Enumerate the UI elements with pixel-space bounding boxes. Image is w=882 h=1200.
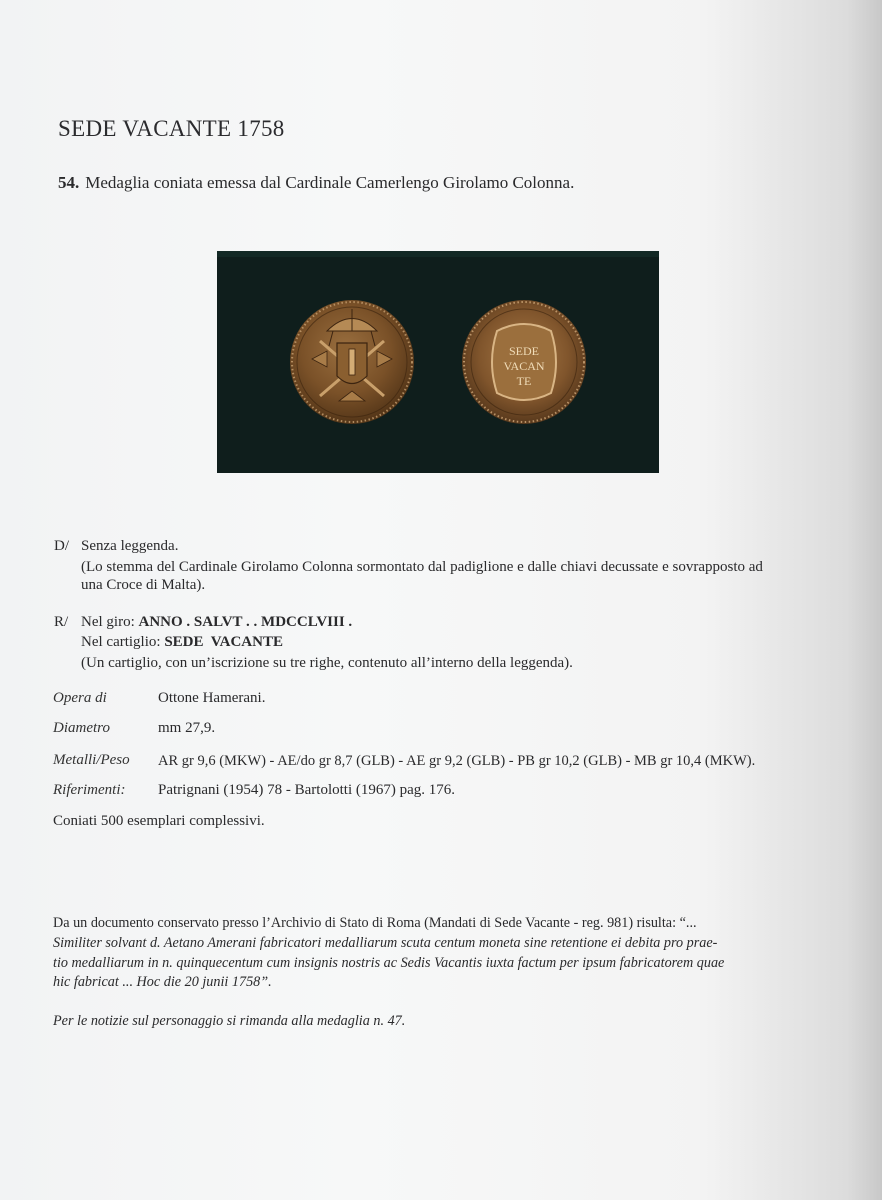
reference-note: Per le notizie sul personaggio si rimanda alla medaglia n. 47. xyxy=(53,1013,406,1029)
field-value-metalli: AR gr 9,6 (MKW) - AE/do gr 8,7 (GLB) - AE gr 9,2 (GLB) - PB gr 10,2 (GLB) - MB gr 10,4 (MKW). xyxy=(158,753,756,769)
document-line-3: tio medalliarum in n. quinquecentum cum insignis nostris ac Sedis Vacantis iuxta factum per ipsum fabricatorem quae xyxy=(53,955,725,971)
item-heading xyxy=(58,173,574,193)
giro-label: Nel giro: xyxy=(81,614,135,630)
medal-reverse xyxy=(462,300,586,424)
item-number: 54. xyxy=(58,173,80,192)
coniati-note: Coniati 500 esemplari complessivi. xyxy=(53,813,265,829)
reverse-cartiglio xyxy=(81,634,283,651)
medal-photo-svg xyxy=(217,251,659,473)
page-title: SEDE VACANTE 1758 xyxy=(58,116,285,141)
medal-obverse xyxy=(290,300,414,424)
field-value-opera: Ottone Hamerani. xyxy=(158,690,266,706)
obverse-line-3: una Croce di Malta). xyxy=(81,577,206,593)
cartiglio-label: Nel cartiglio: xyxy=(81,634,161,650)
reverse-text-2: VACAN xyxy=(503,359,545,373)
item-title: Medaglia coniata emessa dal Cardinale Camerlengo Girolamo Colonna. xyxy=(85,173,575,192)
reverse-text-1: SEDE xyxy=(509,344,539,358)
reverse-marker: R/ xyxy=(54,614,69,630)
field-value-riferimenti: Patrignani (1954) 78 - Bartolotti (1967) pag. 176. xyxy=(158,782,456,798)
field-label-metalli: Metalli/Peso xyxy=(53,752,130,768)
giro-value: ANNO . SALVT . . MDCCLVIII . xyxy=(138,614,353,630)
field-label-diametro: Diametro xyxy=(53,720,110,736)
reverse-giro xyxy=(81,614,352,631)
document-line-2: Similiter solvant d. Aetano Amerani fabricatori medalliarum scuta centum moneta sine retentione ei debita pro prae- xyxy=(53,935,718,951)
obverse-marker: D/ xyxy=(54,538,69,554)
field-label-riferimenti: Riferimenti: xyxy=(53,782,126,798)
reverse-text-3: TE xyxy=(516,374,532,388)
obverse-line-2: (Lo stemma del Cardinale Girolamo Colonna sormontato dal padiglione e dalle chiavi decussate e sovrapposto ad xyxy=(81,559,763,575)
field-value-diametro: mm 27,9. xyxy=(158,720,216,736)
medal-photo xyxy=(217,251,659,473)
document-line-1: Da un documento conservato presso l’Archivio di Stato di Roma (Mandati di Sede Vacante - reg. 981) risulta: “... xyxy=(53,915,697,931)
obverse-line-1: Senza leggenda. xyxy=(81,538,179,554)
cartiglio-value: SEDE VACANTE xyxy=(164,634,283,650)
document-line-4: hic fabricat ... Hoc die 20 junii 1758”. xyxy=(53,974,272,990)
field-label-opera: Opera di xyxy=(53,690,107,706)
reverse-description: (Un cartiglio, con un’iscrizione su tre righe, contenuto all’interno della leggenda). xyxy=(81,655,573,671)
